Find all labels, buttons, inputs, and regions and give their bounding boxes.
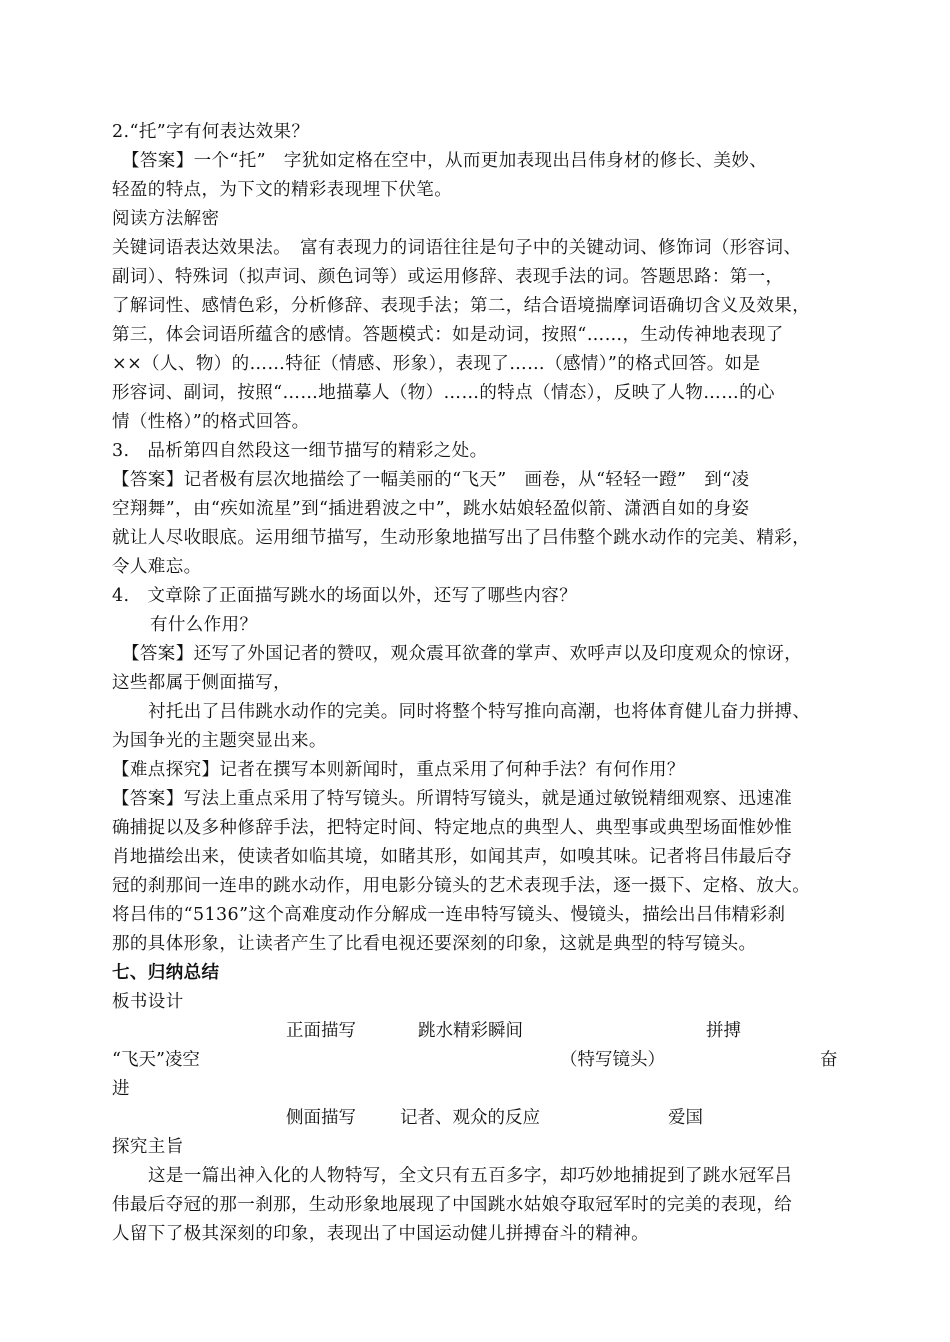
answer-2-line2: 轻盈的特点，为下文的精彩表现埋下伏笔。 [112,180,453,200]
board-right-2b: 进 [112,1079,130,1099]
theme-title: 探究主旨 [112,1137,184,1157]
question-3: 3. 品析第四自然段这一细节描写的精彩之处。 [112,441,488,461]
answer-4-line2: 这些都属于侧面描写， [112,673,291,693]
board-front: 正面描写 [286,1021,356,1041]
section-heading: 七、归纳总结 [112,963,220,983]
board-front-content: 跳水精彩瞬间 [418,1021,523,1041]
method-line: 情（性格）”的格式回答。 [112,412,310,432]
board-side: 侧面描写 [286,1108,356,1128]
answer-3-line: 令人难忘。 [112,557,202,577]
difficulty-answer-line: 确捕捉以及多种修辞手法，把特定时间、特定地点的典型人、典型事或典型场面惟妙惟 [112,818,793,838]
board-right-2a: 奋 [820,1050,838,1070]
difficulty-answer-line: 将吕伟的“5136”这个高难度动作分解成一连串特写镜头、慢镜头，描绘出吕伟精彩刹 [112,905,786,925]
question-2: 2.“托”字有何表达效果？ [112,122,310,142]
difficulty-answer-line: 那的具体形象，让读者产生了比看电视还要深刻的印象，这就是典型的特写镜头。 [112,934,757,954]
method-line: ××（人、物）的……特征（情感、形象），表现了……（感情）”的格式回答。如是 [112,354,761,374]
answer-4-line3: 衬托出了吕伟跳水动作的完美。同时将整个特写推向高潮，也将体育健儿奋力拼搏、 [148,702,811,722]
board-left: “飞天”凌空 [112,1050,200,1070]
difficulty-question: 【难点探究】记者在撰写本则新闻时，重点采用了何种手法？有何作用？ [112,760,685,780]
difficulty-answer-line: 肖地描绘出来，使读者如临其境，如睹其形，如闻其声，如嗅其味。记者将吕伟最后夺 [112,847,793,867]
difficulty-answer-line: 【答案】写法上重点采用了特写镜头。所谓特写镜头，就是通过敏锐精细观察、迅速准 [112,789,793,809]
question-4-line2: 有什么作用？ [150,615,258,635]
board-center: （特写镜头） [560,1050,665,1070]
answer-3-line: 就让人尽收眼底。运用细节描写，生动形象地描写出了吕伟整个跳水动作的完美、精彩， [112,528,811,548]
method-line: 副词）、特殊词（拟声词、颜色词等）或运用修辞、表现手法的词。答题思路：第一， [112,267,784,287]
board-right-1: 拼搏 [706,1021,741,1041]
method-line: 第三，体会词语所蕴含的感情。答题模式：如是动词，按照“……，生动传神地表现了 [112,325,784,345]
answer-2-line1: 【答案】一个“托” 字犹如定格在空中，从而更加表现出吕伟身材的修长、美妙、 [122,151,768,171]
method-line: 了解词性、感情色彩，分析修辞、表现手法；第二，结合语境揣摩词语确切含义及效果， [112,296,811,316]
answer-3-line: 空翔舞”，由“疾如流星”到“插进碧波之中”，跳水姑娘轻盈似箭、潇洒自如的身姿 [112,499,750,519]
method-line: 形容词、副词，按照“……地描摹人（物）……的特点（情态），反映了人物……的心 [112,383,775,403]
question-4-line1: 4. 文章除了正面描写跳水的场面以外，还写了哪些内容？ [112,586,577,606]
theme-line: 人留下了极其深刻的印象，表现出了中国运动健儿拼搏奋斗的精神。 [112,1224,649,1244]
theme-line: 伟最后夺冠的那一刹那，生动形象地展现了中国跳水姑娘夺取冠军时的完美的表现，给 [112,1195,793,1215]
answer-4-line4: 为国争光的主题突显出来。 [112,731,327,751]
theme-line: 这是一篇出神入化的人物特写，全文只有五百多字，却巧妙地捕捉到了跳水冠军吕 [148,1166,793,1186]
answer-4-line1: 【答案】还写了外国记者的赞叹，观众震耳欲聋的掌声、欢呼声以及印度观众的惊讶， [122,644,803,664]
answer-3-line: 【答案】记者极有层次地描绘了一幅美丽的“飞天” 画卷，从“轻轻一蹬” 到“凌 [112,470,750,490]
board-right-3: 爱国 [668,1108,703,1128]
difficulty-answer-line: 冠的刹那间一连串的跳水动作，用电影分镜头的艺术表现手法，逐一摄下、定格、放大。 [112,876,811,896]
method-title: 阅读方法解密 [112,209,220,229]
board-side-content: 记者、观众的反应 [400,1108,540,1128]
method-line: 关键词语表达效果法。 富有表现力的词语往往是句子中的关键动词、修饰词（形容词、 [112,238,802,258]
board-title: 板书设计 [112,992,184,1012]
